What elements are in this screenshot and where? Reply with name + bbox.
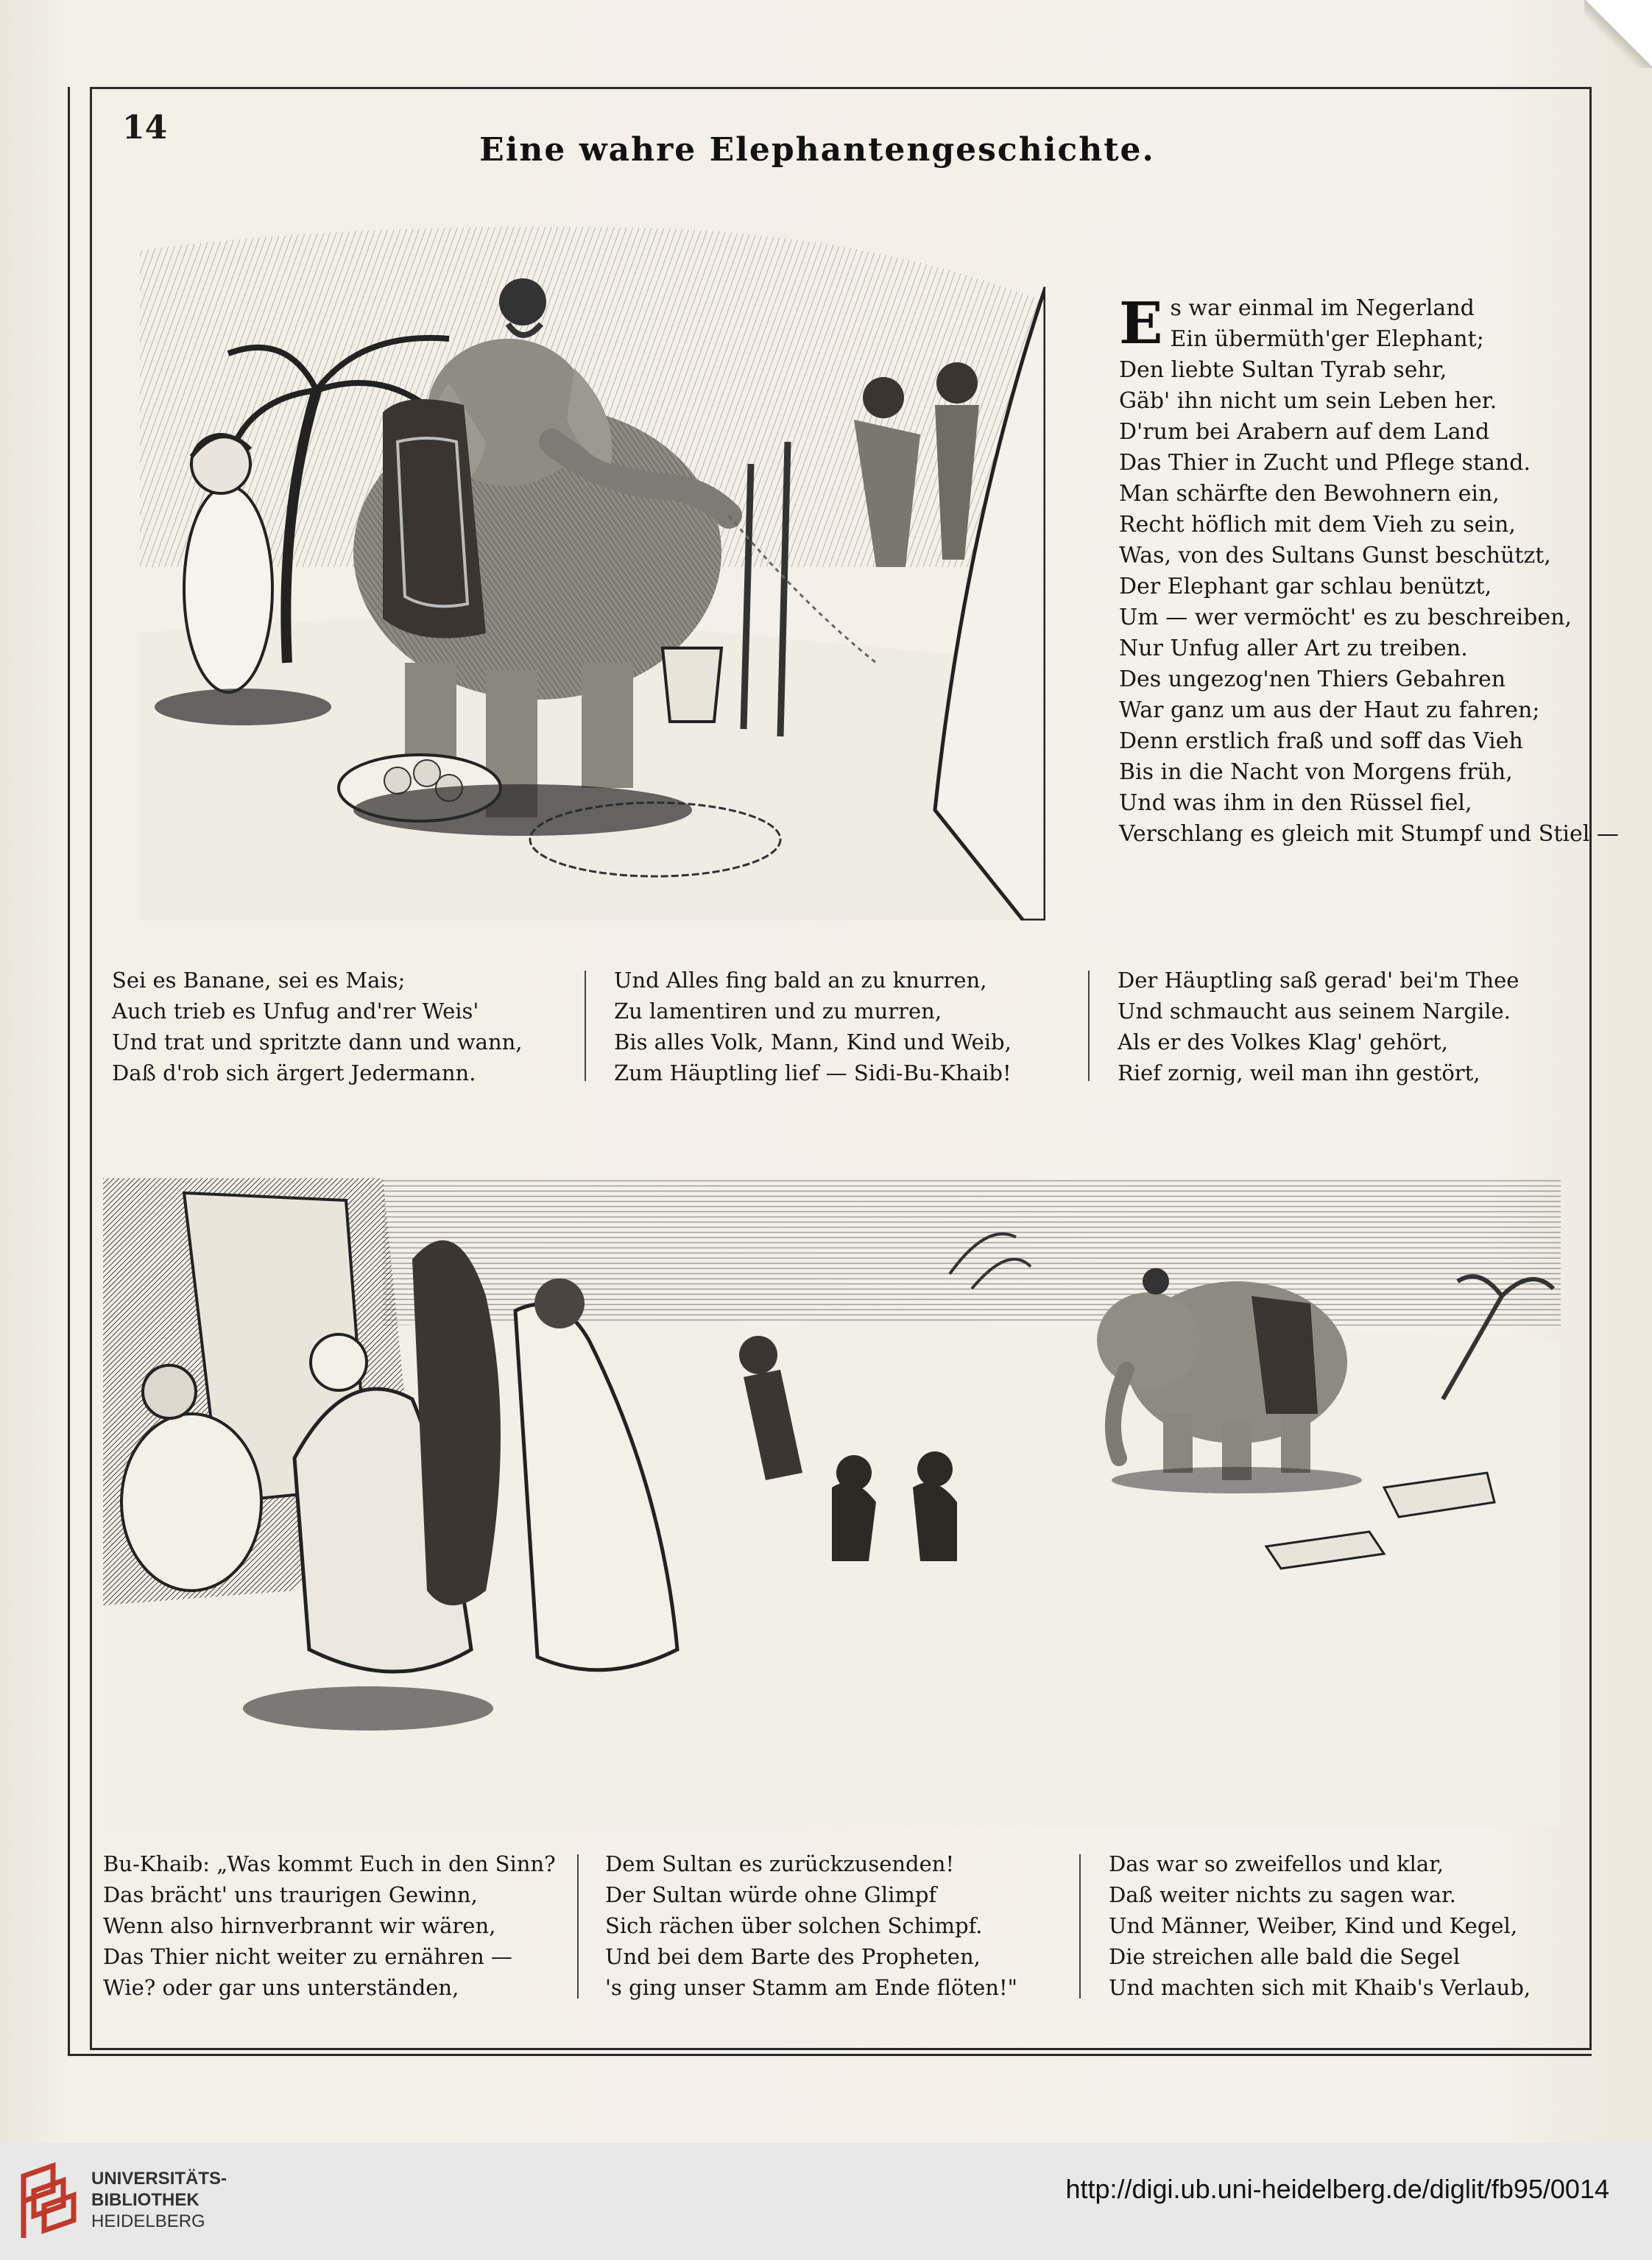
verse-line: D'rum bei Arabern auf dem Land — [1119, 419, 1490, 445]
verse-line: Bis alles Volk, Mann, Kind und Weib, — [614, 1029, 1012, 1055]
column-separator — [577, 1854, 579, 1999]
verse-line: Wie? oder gar uns unterständen, — [103, 1975, 459, 2000]
verse-bottom-column-1 — [103, 1848, 556, 2003]
verse-line: Und Alles fing bald an zu knurren, — [614, 968, 987, 993]
verse-line: Das Thier in Zucht und Pflege stand. — [1119, 450, 1531, 476]
verse-line: Den liebte Sultan Tyrab sehr, — [1119, 357, 1447, 383]
verse-line: Und schmaucht aus seinem Nargile. — [1118, 999, 1511, 1024]
verse-line: Und was ihm in den Rüssel fiel, — [1119, 790, 1472, 816]
verse-line: Zu lamentiren und zu murren, — [614, 999, 942, 1024]
illustration-villagers-fleeing — [103, 1178, 1561, 1826]
verse-line: Was, von des Sultans Gunst beschützt, — [1119, 543, 1551, 568]
verse-line: War ganz um aus der Haut zu fahren; — [1119, 697, 1540, 723]
institution-name[interactable] — [91, 2168, 227, 2232]
verse-line: Daß weiter nichts zu sagen war. — [1109, 1882, 1456, 1907]
verse-line: Sei es Banane, sei es Mais; — [112, 968, 406, 993]
page-number: 14 — [122, 109, 168, 147]
page-title: Eine wahre Elephantengeschichte. — [479, 131, 1155, 169]
institution-line-3: HEIDELBERG — [91, 2211, 205, 2231]
verse-middle-column-3 — [1118, 965, 1519, 1088]
verse-line: Man schärfte den Bewohnern ein, — [1119, 481, 1500, 507]
column-separator — [1079, 1854, 1081, 1999]
verse-line: Das Thier nicht weiter zu ernähren — — [103, 1944, 512, 1969]
verse-line: Des ungezog'nen Thiers Gebahren — [1119, 666, 1506, 692]
verse-line: Denn erstlich fraß und soff das Vieh — [1119, 728, 1523, 754]
verse-line: Sich rächen über solchen Schimpf. — [605, 1913, 983, 1938]
verse-line: Recht höflich mit dem Vieh zu sein, — [1119, 512, 1516, 538]
verse-line: Als er des Volkes Klag' gehört, — [1118, 1029, 1448, 1055]
verse-line: Die streichen alle bald die Segel — [1109, 1944, 1461, 1969]
verse-line: Bis in die Nacht von Morgens früh, — [1119, 759, 1513, 785]
institution-line-1: UNIVERSITÄTS- — [91, 2169, 227, 2189]
dropcap-letter: E — [1119, 290, 1163, 357]
verse-line: Der Elephant gar schlau benützt, — [1119, 574, 1492, 599]
illustration-elephant-camp — [140, 221, 1045, 920]
university-logo-icon[interactable] — [18, 2161, 81, 2244]
verse-line: Rief zornig, weil man ihn gestört, — [1118, 1060, 1480, 1085]
verse-line: Wenn also hirnverbrannt wir wären, — [103, 1913, 496, 1938]
verse-line: Daß d'rob sich ärgert Jedermann. — [112, 1060, 476, 1085]
permalink-url[interactable]: http://digi.ub.uni-heidelberg.de/diglit/fb95/0014 — [1065, 2174, 1609, 2204]
verse-line: 's ging unser Stamm am Ende flöten!" — [605, 1975, 1017, 2000]
verse-line: Dem Sultan es zurückzusenden! — [605, 1851, 955, 1876]
verse-middle-column-2 — [614, 965, 1012, 1088]
verse-line: Um — wer vermöcht' es zu beschreiben, — [1119, 605, 1572, 630]
verse-line: s war einmal im Negerland — [1170, 295, 1475, 321]
column-separator — [585, 971, 586, 1081]
column-separator — [1088, 971, 1090, 1081]
verse-line: Ein übermüth'ger Elephant; — [1170, 326, 1484, 352]
verse-bottom-column-3 — [1109, 1848, 1531, 2003]
villagers-engraving — [103, 1178, 1561, 1826]
verse-line: Zum Häuptling lief — Sidi-Bu-Khaib! — [614, 1060, 1012, 1085]
verse-bottom-column-2 — [605, 1848, 1017, 2003]
verse-line: Das brächt' uns traurigen Gewinn, — [103, 1882, 478, 1907]
verse-line: Und trat und spritzte dann und wann, — [112, 1029, 523, 1055]
verse-line: Auch trieb es Unfug and'rer Weis' — [112, 999, 479, 1024]
verse-line: Und bei dem Barte des Propheten, — [605, 1944, 981, 1969]
verse-line: Gäb' ihn nicht um sein Leben her. — [1119, 388, 1497, 414]
verse-line: Bu-Khaib: „Was kommt Euch in den Sinn? — [103, 1851, 556, 1876]
institution-line-2: BIBLIOTHEK — [91, 2190, 200, 2210]
verse-line: Nur Unfug aller Art zu treiben. — [1119, 636, 1468, 661]
verse-middle-column-1 — [112, 965, 523, 1088]
verse-line: Und Männer, Weiber, Kind und Kegel, — [1109, 1913, 1518, 1938]
verse-line: Der Sultan würde ohne Glimpf — [605, 1882, 937, 1907]
elephant-camp-engraving — [140, 221, 1045, 920]
verse-line: Der Häuptling saß gerad' bei'm Thee — [1118, 968, 1519, 993]
verse-line: Das war so zweifellos und klar, — [1109, 1851, 1444, 1876]
verse-intro — [1119, 290, 1619, 850]
verse-line: Und machten sich mit Khaib's Verlaub, — [1109, 1975, 1531, 2000]
page-curl — [1586, 0, 1652, 66]
verse-line: Verschlang es gleich mit Stumpf und Stiel — — [1119, 821, 1619, 847]
